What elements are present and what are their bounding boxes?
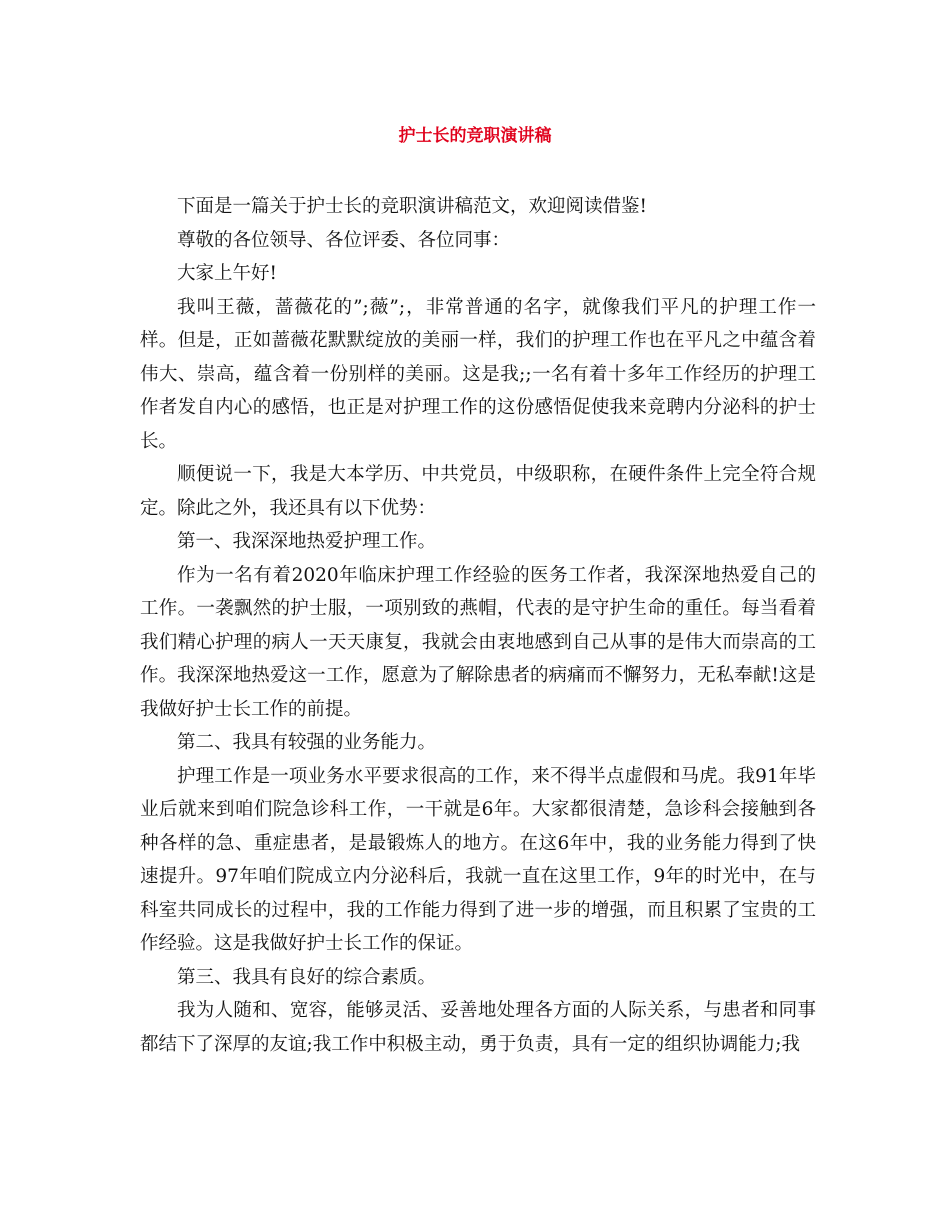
paragraph: 作为一名有着2020年临床护理工作经验的医务工作者，我深深地热爱自己的工作。一袭飘然的护士服，一项别致的燕帽，代表的是守护生命的重任。每当看着我们精心护理的病人一天天康复，我就会由衷地感到自己从事的是伟大而崇高的工作。我深深地热爱这一工作，愿意为了解除患者的病痛而不懈努力，无私奉献!这是我做好护士长工作的前提。: [140, 564, 816, 720]
document-title: 护士长的竞职演讲稿: [398, 126, 552, 146]
paragraph: 第二、我具有较强的业务能力。: [177, 732, 437, 753]
document-body: [140, 190, 816, 1061]
paragraph: 顺便说一下，我是大本学历、中共党员，中级职称，在硬件条件上完全符合规定。除此之外，我还具有以下优势：: [140, 464, 816, 519]
paragraph: 护理工作是一项业务水平要求很高的工作，来不得半点虚假和马虎。我91年毕业后就来到咱们院急诊科工作，一干就是6年。大家都很清楚，急诊科会接触到各种各样的急、重症患者，是最锻炼人的地方。在这6年中，我的业务能力得到了快速提升。97年咱们院成立内分泌科后，我就一直在这里工作，9年的时光中，在与科室共同成长的过程中，我的工作能力得到了进一步的增强，而且积累了宝贵的工作经验。这是我做好护士长工作的保证。: [140, 765, 816, 954]
paragraph: 尊敬的各位领导、各位评委、各位同事：: [177, 229, 511, 251]
paragraph: 我叫王薇，蔷薇花的”;薇”;，非常普通的名字，就像我们平凡的护理工作一样。但是，正如蔷薇花默默绽放的美丽一样，我们的护理工作也在平凡之中蕴含着伟大、崇高，蕴含着一份别样的美丽。这是我;;一名有着十多年工作经历的护理工作者发自内心的感悟，也正是对护理工作的这份感悟促使我来竞聘内分泌科的护士长。: [140, 296, 816, 452]
paragraph: 我为人随和、宽容，能够灵活、妥善地处理各方面的人际关系，与患者和同事都结下了深厚的友谊;我工作中积极主动，勇于负责，具有一定的组织协调能力;我: [140, 1000, 816, 1055]
paragraph: 第三、我具有良好的综合素质。: [177, 966, 437, 988]
paragraph: 大家上午好!: [177, 263, 277, 284]
paragraph: 下面是一篇关于护士长的竞职演讲稿范文，欢迎阅读借鉴!: [177, 196, 647, 217]
paragraph: 第一、我深深地热爱护理工作。: [177, 531, 437, 552]
